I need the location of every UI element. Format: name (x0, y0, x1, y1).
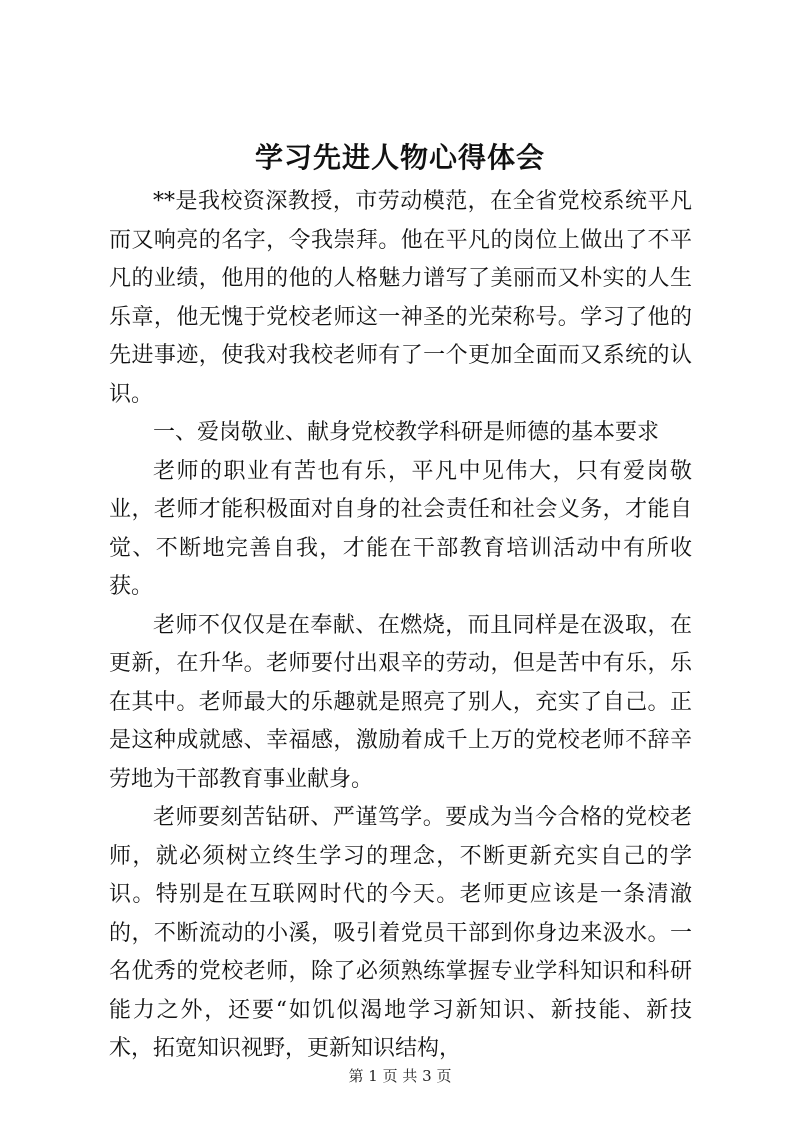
page-footer: 第 1 页 共 3 页 (348, 1067, 452, 1085)
document-title: 学习先进人物心得体会 (254, 141, 545, 174)
paragraph: 老师要刻苦钻研、严谨笃学。要成为当今合格的党校老师，就必须树立终生学习的理念，不断更新充实自己的学识。特别是在互联网时代的今天。老师更应该是一条清澈的，不断流动的小溪，吸引着党员干部到你身边来汲水。一名优秀的党校老师，除了必须熟练掌握专业学科知识和科研能力之外，还要“如饥似渴地学习新知识、新技能、新技术，拓宽知识视野，更新知识结构， (109, 805, 692, 1061)
paragraph: 老师不仅仅是在奉献、在燃烧，而且同样是在汲取，在更新，在升华。老师要付出艰辛的劳动，但是苦中有乐，乐在其中。老师最大的乐趣就是照亮了别人，充实了自己。正是这种成就感、幸福感，激励着成千上万的党校老师不辞辛劳地为干部教育事业献身。 (109, 612, 692, 792)
paragraph-intro: **是我校资深教授，市劳动模范，在全省党校系统平凡而又响亮的名字，令我崇拜。他在平凡的岗位上做出了不平凡的业绩，他用的他的人格魅力谱写了美丽而又朴实的人生乐章，他无愧于党校老师这一神圣的光荣称号。学习了他的先进事迹，使我对我校老师有了一个更加全面而又系统的认识。 (109, 189, 692, 407)
paragraph: 老师的职业有苦也有乐，平凡中见伟大，只有爱岗敬业，老师才能积极面对自身的社会责任和社会义务，才能自觉、不断地完善自我，才能在干部教育培训活动中有所收获。 (109, 458, 692, 599)
section-heading: 一、爱岗敬业、献身党校教学科研是师德的基本要求 (153, 420, 660, 445)
document-body (109, 183, 692, 1069)
